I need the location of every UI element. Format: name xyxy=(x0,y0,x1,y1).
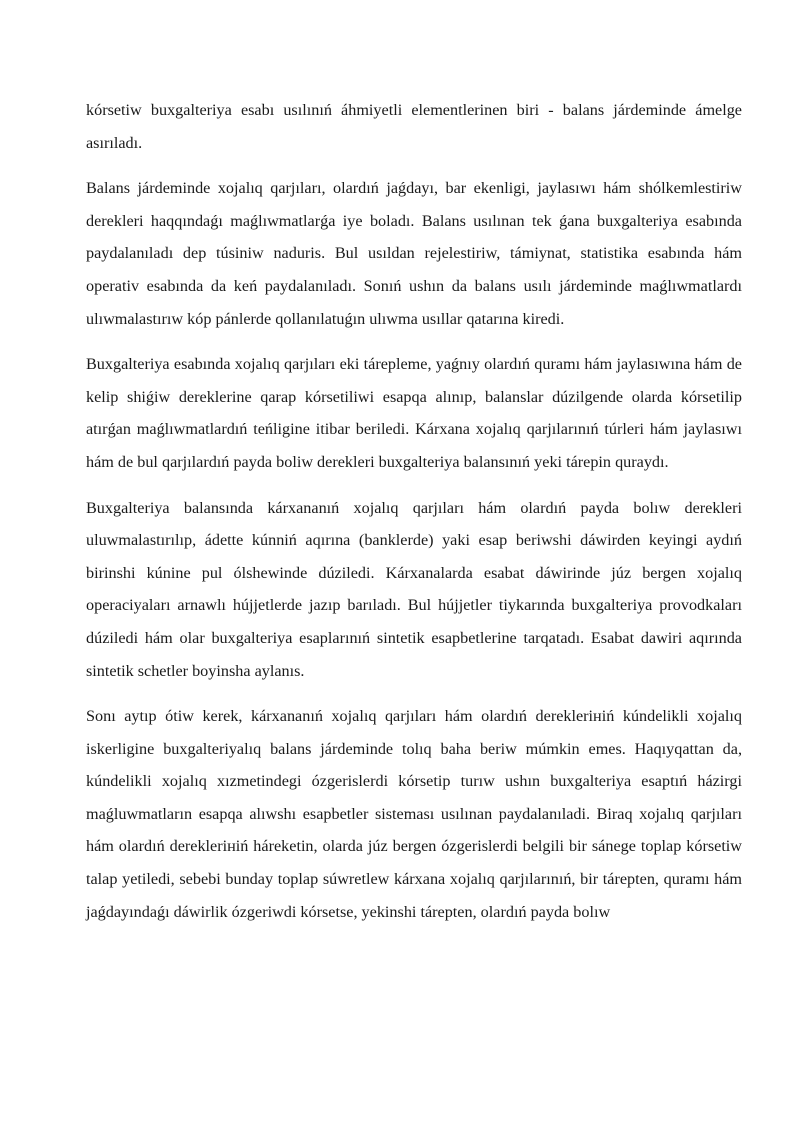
paragraph: Buxgalteriya balansında kárxananıń xojalıq qarjıları hám olardıń payda bolıw derekleri uluwmalastırılıp, ádette kúnniń aqırına (banklerde) yaki esap beriwshi dáwirden keyingi aydıń birinshi kúnine pul ólshewinde dúziledi. Kárxanalarda esabat dáwirinde júz bergen xojalıq operaciyaları arnawlı hújjetlerde jazıp barıladı. Bul hújjetler tiykarında buxgalteriya provodkaları dúziledi hám olar buxgalteriya esaplarınıń sintetik esapbetlerine tarqatadı. Esabat dawiri aqırında sintetik schetler boyinsha aylanıs. xyxy=(86,498,742,680)
document-body xyxy=(86,94,742,941)
paragraph: Buxgalteriya esabında xojalıq qarjıları eki tárepleme, yaǵnıy olardıń quramı hám jaylasıwına hám de kelip shiǵiw dereklerine qarap kórsetiliwi esapqa alınıp, balanslar dúzilgende olarda kórsetilip atırǵan maǵlıwmatlardıń teńligine itibar beriledi. Kárxana xojalıq qarjılarınıń túrleri hám jaylasıwı hám de bul qarjılardıń payda boliw derekleri buxgalteriya balansınıń yeki tárepin quraydı. xyxy=(86,355,742,471)
paragraph: kórsetiw buxgalteriya esabı usılınıń áhmiyetli elementlerinen biri - balans járdeminde ámelge asırıladı. xyxy=(86,101,742,152)
paragraph: Balans járdeminde xojalıq qarjıları, olardıń jaǵdayı, bar ekenligi, jaylasıwı hám shólkemlestiriw derekleri haqqındaǵı maǵlıwmatlarǵa iye boladı. Balans usılınan tek ǵana buxgalteriya esabında paydalanıladı dep túsiniw naduris. Bul usıldan rejelestiriw, támiynat, statistika esabında hám operativ esabında da keń paydalanıladı. Sonıń ushın da balans usılı járdeminde maǵlıwmatlardı ulıwmalastırıw kóp pánlerde qollanılatuǵın ulıwma usıllar qatarına kiredi. xyxy=(86,179,742,328)
paragraph: Sonı aytıp ótiw kerek, kárxananıń xojalıq qarjıları hám olardıń dereklerініń kúndelikli xojalıq iskerligine buxgalteriyalıq balans járdeminde tolıq baha beriw múmkin emes. Haqıyqattan da, kúndelikli xojalıq xızmetindegi ózgerislerdi kórsetip turıw ushın buxgalteriya esaptıń házirgi maǵluwmatların esapqa alıwshı esapbetler sisteması usılınan paydalanıladi. Biraq xojalıq qarjıları hám olardıń dereklerініń háreketin, olarda júz bergen ózgerislerdi belgili bir sánege toplap kórsetiw talap yetiledi, sebebi bunday toplap súwretlew kárxana xojalıq qarjılarınıń, bir tárepten, quramı hám jaǵdayındaǵı dáwirlik ózgeriwdi kórsetse, yekinshi tárepten, olardıń payda bolıw xyxy=(86,707,742,921)
